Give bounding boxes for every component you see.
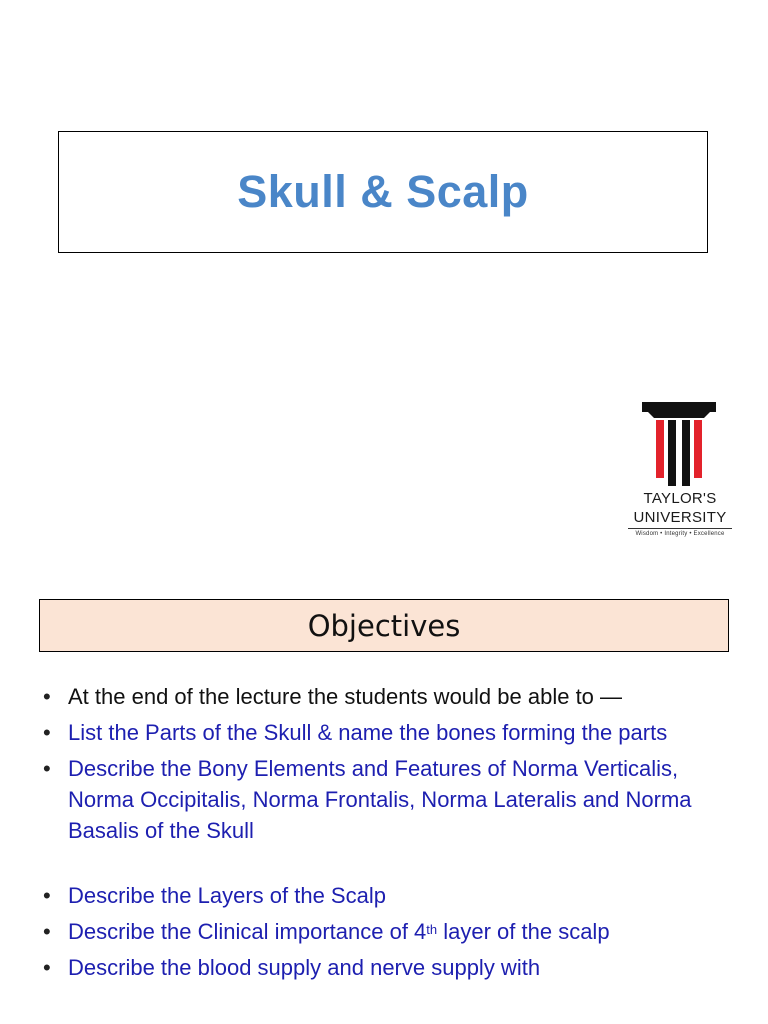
- objectives-heading: Objectives: [307, 608, 461, 643]
- slide-title: Skull & Scalp: [237, 166, 529, 217]
- bullet-dot-icon: •: [43, 883, 51, 908]
- bullet-dot-icon: •: [43, 919, 51, 944]
- list-item: [40, 952, 740, 983]
- list-item-text: Describe the blood supply and nerve supply with: [68, 955, 541, 980]
- logo-tagline: Wisdom • Integrity • Excellence: [635, 531, 725, 537]
- list-item-text: Describe the Bony Elements and Features of Norma Verticalis, Norma Occipitalis, Norma Frontalis, Norma Lateralis and Norma Basalis of the Skull: [68, 756, 692, 843]
- taylors-university-logo: [608, 398, 752, 544]
- logo-divider: [628, 528, 732, 529]
- bullet-dot-icon: •: [43, 955, 51, 980]
- logo-line-2: UNIVERSITY: [633, 509, 727, 526]
- bullet-dot-icon: •: [43, 756, 51, 781]
- list-item-text: List the Parts of the Skull & name the bones forming the parts: [68, 720, 668, 745]
- logo-line-1: TAYLOR'S: [643, 490, 717, 507]
- objectives-heading-box: [39, 599, 729, 652]
- list-item-text: At the end of the lecture the students would be able to —: [68, 684, 623, 709]
- title-box: [58, 131, 708, 253]
- list-item: [40, 681, 740, 712]
- list-item: [40, 753, 740, 846]
- superscript-ordinal: th: [426, 922, 438, 937]
- list-item-text: [68, 919, 610, 944]
- list-item-text: Describe the Layers of the Scalp: [68, 883, 386, 908]
- list-item-text-part: layer of the scalp: [437, 919, 610, 944]
- pillar-logo-icon: [642, 402, 716, 486]
- list-item: [40, 717, 740, 748]
- list-item-text-part: Describe the Clinical importance of 4: [68, 919, 427, 944]
- list-item: [40, 916, 740, 947]
- objectives-list: [40, 681, 740, 988]
- bullet-dot-icon: •: [43, 684, 51, 709]
- list-item: [40, 880, 740, 911]
- bullet-dot-icon: •: [43, 720, 51, 745]
